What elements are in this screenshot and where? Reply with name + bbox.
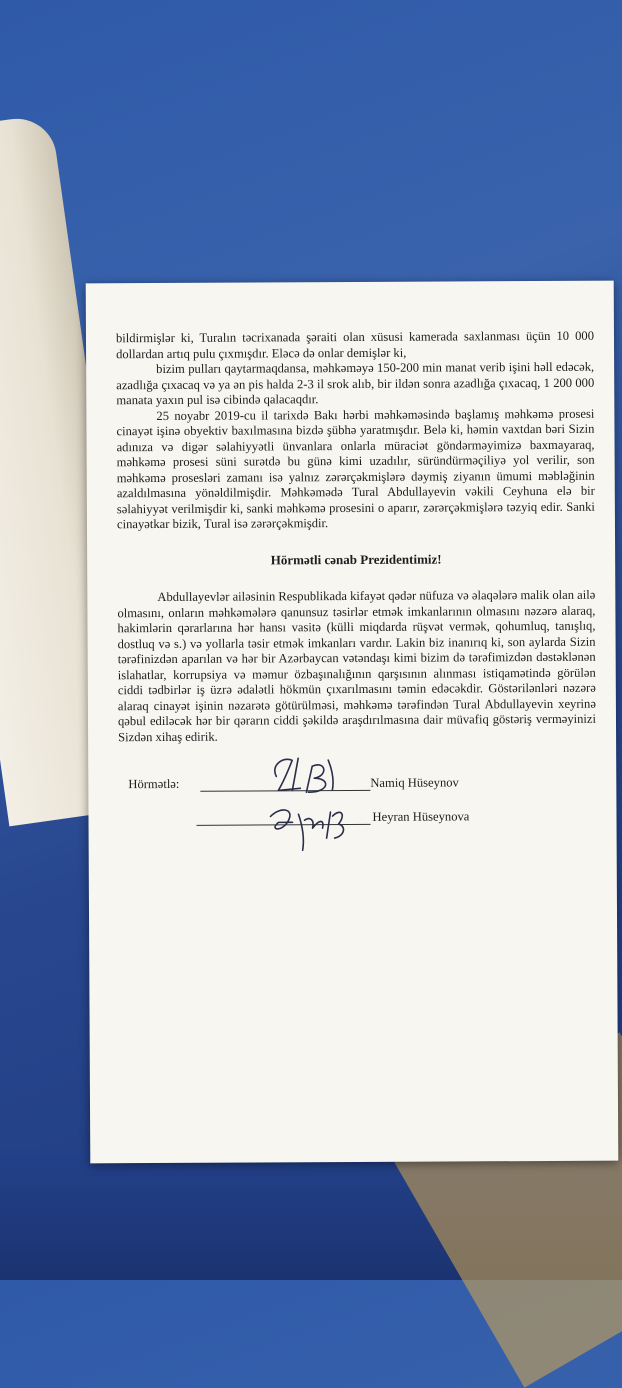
- handwritten-signatures: [248, 746, 379, 867]
- letter-body: [116, 329, 597, 863]
- paragraph-1: bildirmişlər ki, Turalın təcrixanada şəraiti olan xüsusi kamerada saxlanması üçün 10 000 dollardan artıq pulu çıxmışdır. Eləcə də onlar demişlər ki,: [115, 328, 595, 361]
- closing-label: Hörmətlə:: [128, 776, 180, 792]
- paragraph-3: 25 noyabr 2019-cu il tarixdə Bakı hərbi məhkəməsində başlamış məhkəmə prosesi cinayət işinə obyektiv baxılmasına bizdə şübhə yaratmışdır. Belə ki, həmin vaxtdan bəri Sizin adınıza və digər səlahiyyətli ünvanlara onlarla müraciət göndərməyimizə baxmayaraq, məhkəmə prosesi süni surətdə bu günə kimi uzadılır, süründürməçiliyə yol verilir, son məhkəmə prosesləri zamanı isə yalnız zərərçəkmişlərə dəymiş ziyanın ümumi məbləğinin azaldılmasına yönəldilmişdir. Məhkəmədə Tural Abdullayevin vəkili Ceyhuna elə bir səlahiyyət verilmişdir ki, sanki məhkəmə prosesini o aparır, zərərçəkmişlərə təzyiq edir. Sanki cinayətkar bizik, Tural isə zərərçəkmişdir.: [116, 406, 595, 532]
- salutation-heading: Hörmətli cənab Prezidentimiz!: [270, 551, 442, 567]
- letter-page: [86, 281, 619, 1164]
- signature-block: [118, 771, 596, 864]
- paragraph-main: Abdullayevlər ailəsinin Respublikada kifayət qədər nüfuza və əlaqələrə malik olan ailə olmasını, onların məhkəmələrə qanunsuz təsirlər etmək imkanlarının olmasını nəzərə alaraq, hakimlərin qərarlarına hər hansı vasitə (külli miqdarda rüşvət vermək, qohumluq, tanışlıq, dostluq və s.) və yollarla təsir etmək imkanları vardır. Lakin biz inanırıq ki, son aylarda Sizin tərəfinizdən aparılan və hər bir Azərbaycan vətəndaşı kimi bizim də tərəfimizdən dəstəklənən islahatlar, korrupsiya və məmur özbaşınalığının qarşısının alınması istiqamətində görülən ciddi tədbirlər iş üzrə ədalətli hökmün çıxarılmasını təmin edəcəkdir. Göstərilənləri nəzərə alaraq cinayət işinin nəzarətə götürülməsi, məhkəmə tərəfindən Tural Abdullayevin xeyrinə qəbul ediləcək hər bir qərarın ciddi şəkildə araşdırılmasına dair müvafiq göstəriş verməyinizi Sizdən xihaş edirik.: [117, 587, 597, 744]
- signatory-name-1: Namiq Hüseynov: [370, 775, 459, 790]
- paragraph-2: bizim pulları qaytarmaqdansa, məhkəməyə 150-200 min manat verib işini həll edəcək, azadlığa çıxacaq və ya ən pis halda 2-3 il srok alıb, bir ildən sonra azadlığa çıxacaq, 1 200 000 manata yaxın pul isə cibində qalacaqdır.: [116, 359, 595, 408]
- signatory-name-2: Heyran Hüseynova: [372, 809, 470, 824]
